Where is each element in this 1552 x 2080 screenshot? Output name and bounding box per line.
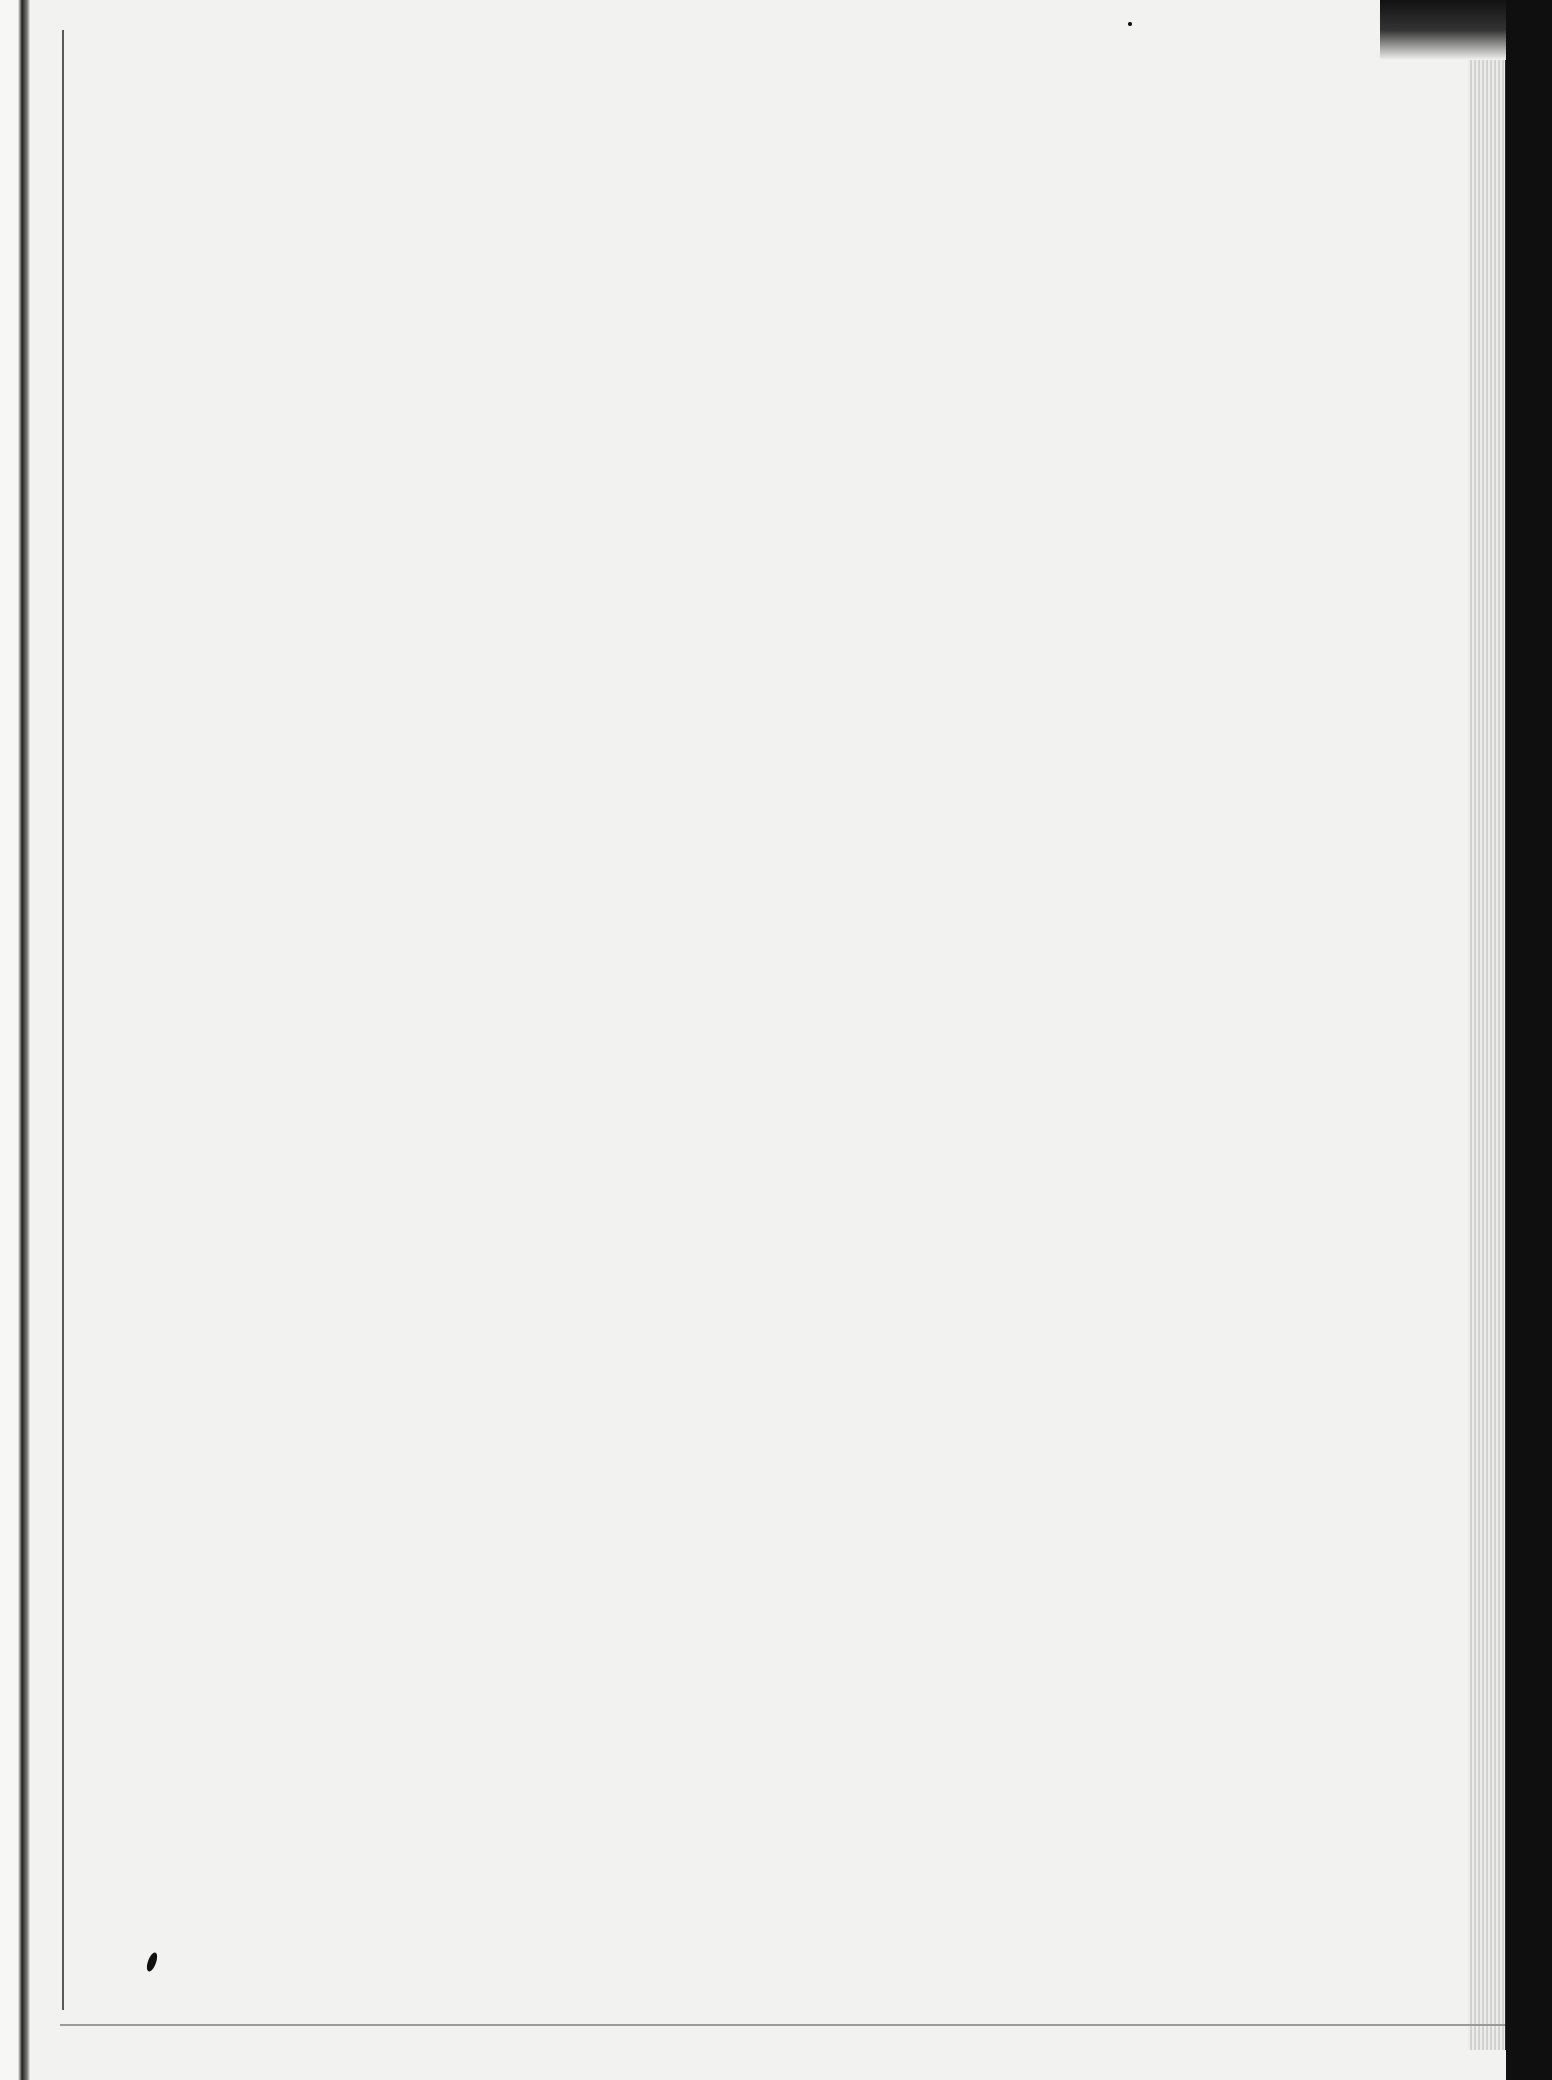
ink-speck — [1128, 22, 1132, 26]
book-spine-left — [0, 0, 30, 2080]
page-content — [110, 250, 1110, 266]
family-sections — [110, 250, 1110, 266]
scan-background-right — [1506, 0, 1552, 2080]
page-bottom-edge — [60, 2024, 1505, 2026]
continued-entries — [110, 250, 1110, 266]
top-right-shadow — [1380, 0, 1506, 60]
ink-speck — [145, 1951, 159, 1973]
left-page-edge — [62, 30, 64, 2010]
page-stack-edge — [1468, 60, 1508, 2050]
